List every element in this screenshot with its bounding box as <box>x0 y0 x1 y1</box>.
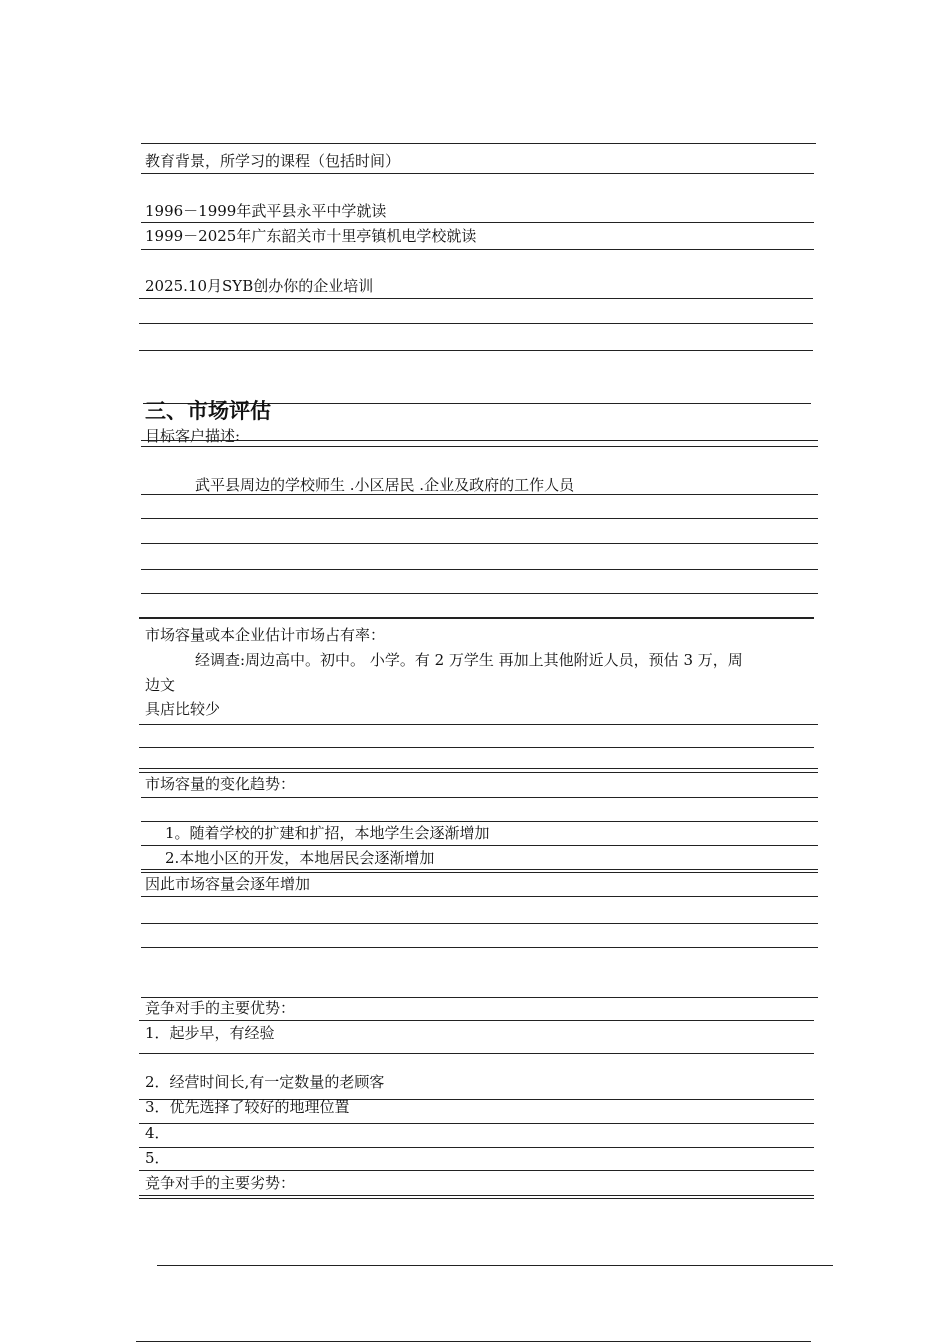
rule <box>141 249 814 250</box>
target-customer-label: 目标客户描述: <box>145 427 241 445</box>
rule <box>139 298 813 299</box>
rule <box>141 869 818 870</box>
rule <box>141 440 818 441</box>
rule <box>141 518 818 519</box>
rule <box>139 747 814 748</box>
trend-label: 市场容量的变化趋势： <box>145 775 296 793</box>
rule <box>139 772 818 773</box>
rule <box>141 143 816 144</box>
trend-item: 1。随着学校的扩建和扩招，本地学生会逐渐增加 <box>165 824 490 842</box>
rule <box>141 997 818 998</box>
competitor-strength: 5． <box>145 1149 170 1167</box>
education-heading: 教育背景，所学习的课程（包括时间） <box>145 152 401 170</box>
rule <box>139 617 814 619</box>
rule <box>139 1195 814 1196</box>
rule <box>141 543 818 544</box>
trend-conclusion: 因此市场容量会逐年增加 <box>145 875 311 893</box>
rule <box>136 1341 811 1342</box>
rule <box>139 1020 814 1021</box>
rule <box>139 1170 814 1171</box>
competitor-strength: 3．优先选择了较好的地理位置 <box>145 1098 350 1116</box>
rule <box>157 1265 833 1266</box>
rule <box>141 797 818 798</box>
education-entry: 1996－1999年武平县永平中学就读 <box>145 202 387 220</box>
rule <box>141 222 814 223</box>
target-customer-text: 武平县周边的学校师生 .小区居民 .企业及政府的工作人员 <box>195 476 575 494</box>
rule <box>141 494 818 495</box>
competitor-strength: 4． <box>145 1124 170 1142</box>
rule <box>141 569 818 570</box>
section-title: 三、市场评估 <box>145 399 271 423</box>
rule <box>141 593 818 594</box>
rule <box>141 896 818 897</box>
market-capacity-label: 市场容量或本企业估计市场占有率： <box>145 626 386 644</box>
education-entry: 2025.10月SYB创办你的企业培训 <box>145 277 374 295</box>
rule <box>141 446 818 447</box>
competitor-strength: 2．经营时间长,有一定数量的老顾客 <box>145 1073 385 1091</box>
rule <box>141 845 818 846</box>
market-capacity-text: 具店比较少 <box>145 700 221 718</box>
competitor-strength: 1．起步早，有经验 <box>145 1024 275 1042</box>
education-entry: 1999－2025年广东韶关市十里亭镇机电学校就读 <box>145 227 477 245</box>
rule <box>139 768 818 769</box>
rule <box>139 1198 814 1199</box>
rule <box>139 1123 814 1124</box>
rule <box>141 821 818 822</box>
rule <box>139 1147 814 1148</box>
rule <box>139 350 813 351</box>
competitor-weaknesses-label: 竞争对手的主要劣势： <box>145 1174 296 1192</box>
rule <box>139 724 818 725</box>
competitor-strengths-label: 竞争对手的主要优势： <box>145 999 296 1017</box>
rule <box>141 173 814 174</box>
market-capacity-text: 边文 <box>145 676 176 694</box>
rule <box>139 323 813 324</box>
rule <box>141 923 818 924</box>
rule <box>139 1053 814 1054</box>
trend-item: 2.本地小区的开发，本地居民会逐渐增加 <box>165 849 435 867</box>
rule <box>141 872 818 873</box>
market-capacity-text: 经调查:周边高中。初中。 小学。有 2 万学生 再加上其他附近人员，预估 3 万，周 <box>195 651 743 669</box>
rule <box>141 947 818 948</box>
